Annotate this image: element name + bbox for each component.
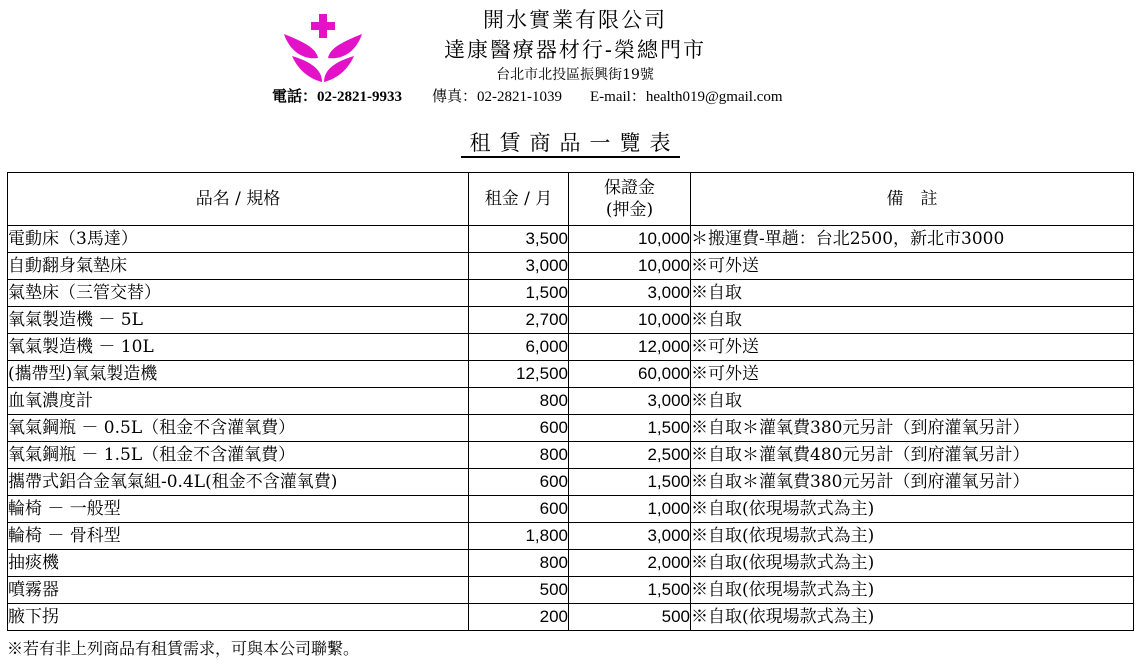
item-rent: 12,500 <box>469 361 569 388</box>
item-name: 輪椅 － 骨科型 <box>8 523 469 550</box>
item-rent: 800 <box>469 442 569 469</box>
column-header-name: 品名 / 規格 <box>8 173 469 226</box>
item-deposit: 500 <box>569 604 691 631</box>
item-name: 抽痰機 <box>8 550 469 577</box>
table-row <box>8 226 1134 253</box>
table-row <box>8 388 1134 415</box>
item-deposit: 1,500 <box>569 469 691 496</box>
item-name: 噴霧器 <box>8 577 469 604</box>
item-rent: 3,500 <box>469 226 569 253</box>
table-header-row <box>8 173 1134 226</box>
column-header-deposit <box>569 173 691 226</box>
item-deposit: 2,000 <box>569 550 691 577</box>
table-row <box>8 334 1134 361</box>
table-row <box>8 523 1134 550</box>
table-row <box>8 415 1134 442</box>
item-deposit: 60,000 <box>569 361 691 388</box>
column-header-deposit-line2: (押金) <box>605 200 654 220</box>
item-deposit: 12,000 <box>569 334 691 361</box>
table-row <box>8 307 1134 334</box>
column-header-remarks: 備 註 <box>691 173 1134 226</box>
item-name: 氧氣製造機 － 5L <box>8 307 469 334</box>
item-deposit: 3,000 <box>569 523 691 550</box>
item-name: 氣墊床（三管交替） <box>8 280 469 307</box>
phone-number: 電話：02-2821-9933 <box>272 89 402 105</box>
column-header-rent: 租金 / 月 <box>469 173 569 226</box>
item-note: ※自取(依現場款式為主) <box>691 496 1134 523</box>
item-note: ※自取 <box>691 307 1134 334</box>
item-note: ※自取(依現場款式為主) <box>691 550 1134 577</box>
item-deposit: 10,000 <box>569 226 691 253</box>
item-name: 氧氣鋼瓶 － 1.5L（租金不含灌氧費） <box>8 442 469 469</box>
item-note: ※可外送 <box>691 361 1134 388</box>
item-note: ※自取(依現場款式為主) <box>691 577 1134 604</box>
item-deposit: 3,000 <box>569 280 691 307</box>
item-deposit: 1,500 <box>569 415 691 442</box>
column-header-deposit-line1: 保證金 <box>604 178 655 198</box>
item-rent: 600 <box>469 496 569 523</box>
item-note: ※自取(依現場款式為主) <box>691 523 1134 550</box>
item-rent: 200 <box>469 604 569 631</box>
table-row <box>8 361 1134 388</box>
item-note: ※自取＊灌氧費380元另計（到府灌氧另計） <box>691 469 1134 496</box>
item-name: 電動床（3馬達） <box>8 226 469 253</box>
footer-note: ※若有非上列商品有租賃需求，可與本公司聯繫。 <box>7 639 360 658</box>
item-name: 自動翻身氣墊床 <box>8 253 469 280</box>
table-row <box>8 577 1134 604</box>
item-rent: 1,500 <box>469 280 569 307</box>
document-title-text: 租賃商品一覽表 <box>461 131 680 158</box>
item-deposit: 2,500 <box>569 442 691 469</box>
document-title <box>0 130 1140 156</box>
item-note: ※可外送 <box>691 334 1134 361</box>
item-rent: 500 <box>469 577 569 604</box>
item-deposit: 1,500 <box>569 577 691 604</box>
item-note: ※自取 <box>691 280 1134 307</box>
item-note: ※自取 <box>691 388 1134 415</box>
item-deposit: 3,000 <box>569 388 691 415</box>
item-rent: 800 <box>469 550 569 577</box>
item-note: ※可外送 <box>691 253 1134 280</box>
item-name: 氧氣製造機 － 10L <box>8 334 469 361</box>
table-row <box>8 442 1134 469</box>
item-note: ※自取＊灌氧費480元另計（到府灌氧另計） <box>691 442 1134 469</box>
table-row <box>8 496 1134 523</box>
item-name: 氧氣鋼瓶 － 0.5L（租金不含灌氧費） <box>8 415 469 442</box>
company-logo-icon <box>282 12 364 84</box>
item-rent: 6,000 <box>469 334 569 361</box>
item-rent: 800 <box>469 388 569 415</box>
contact-line <box>272 87 783 107</box>
item-deposit: 10,000 <box>569 307 691 334</box>
item-rent: 2,700 <box>469 307 569 334</box>
company-address: 台北市北投區振興街19號 <box>496 67 654 83</box>
item-deposit: 10,000 <box>569 253 691 280</box>
item-deposit: 1,000 <box>569 496 691 523</box>
item-rent: 600 <box>469 415 569 442</box>
table-row <box>8 253 1134 280</box>
item-name: 血氧濃度計 <box>8 388 469 415</box>
item-note: ＊搬運費-單趟：台北2500，新北市3000 <box>691 226 1134 253</box>
rental-price-table <box>7 172 1134 631</box>
company-name: 開水實業有限公司 <box>483 8 667 32</box>
table-row <box>8 550 1134 577</box>
item-note: ※自取＊灌氧費380元另計（到府灌氧另計） <box>691 415 1134 442</box>
item-rent: 3,000 <box>469 253 569 280</box>
fax-number: 傳真：02-2821-1039 <box>432 89 562 105</box>
store-name: 達康醫療器材行-榮總門市 <box>443 38 707 62</box>
item-name: 腋下拐 <box>8 604 469 631</box>
item-name: 輪椅 － 一般型 <box>8 496 469 523</box>
item-name: 攜帶式鋁合金氧氣組-0.4L(租金不含灌氧費) <box>8 469 469 496</box>
item-rent: 1,800 <box>469 523 569 550</box>
item-name: (攜帶型)氧氣製造機 <box>8 361 469 388</box>
email-address: E-mail：health019@gmail.com <box>590 89 783 105</box>
item-note: ※自取(依現場款式為主) <box>691 604 1134 631</box>
table-row <box>8 469 1134 496</box>
table-row <box>8 280 1134 307</box>
item-rent: 600 <box>469 469 569 496</box>
table-row <box>8 604 1134 631</box>
